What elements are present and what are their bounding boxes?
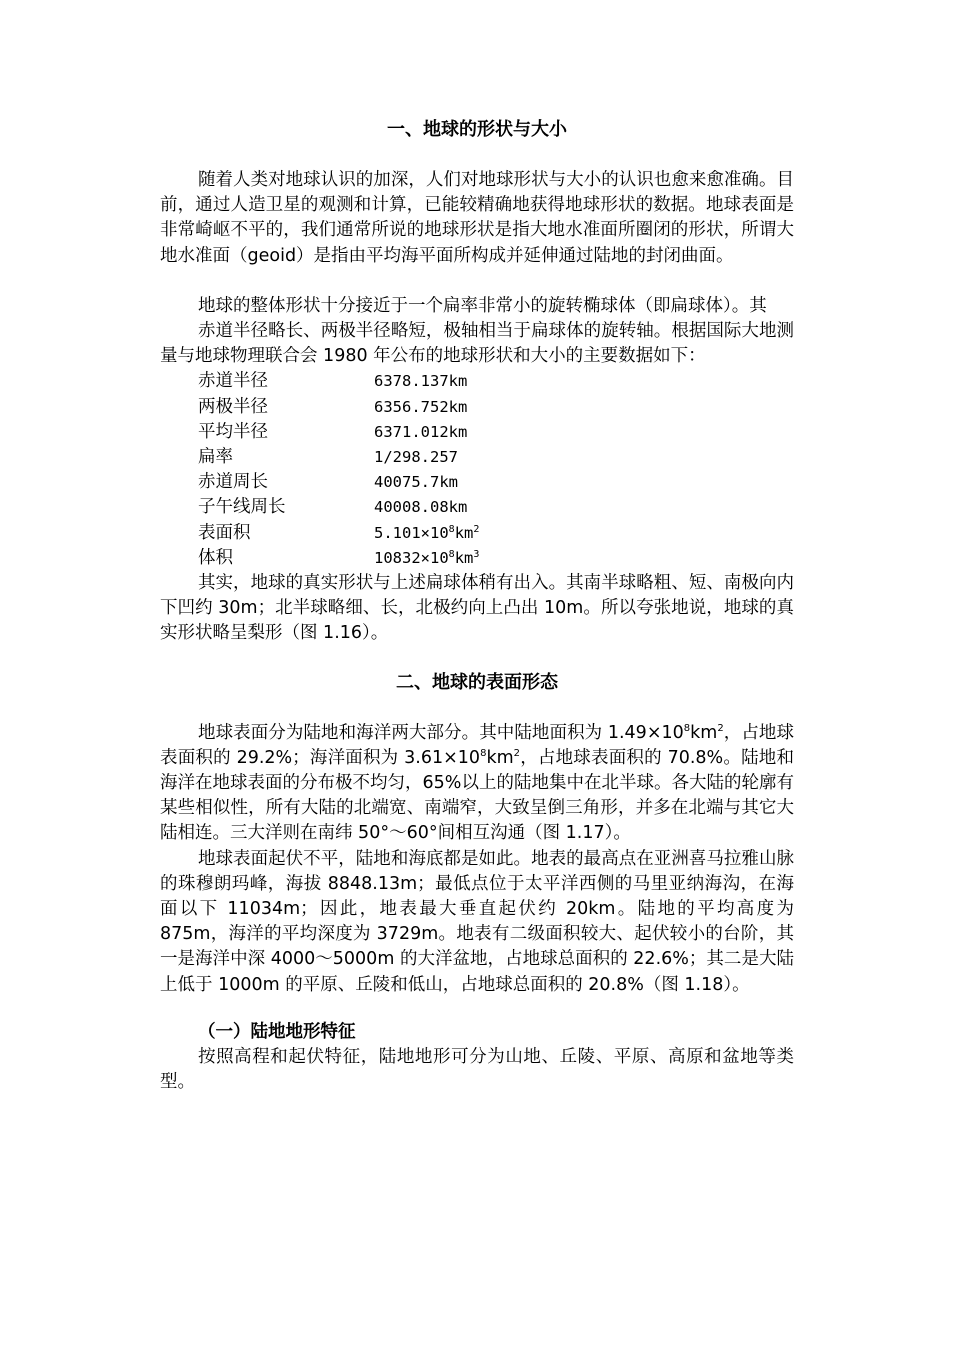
section1-paragraph-2a: 地球的整体形状十分接近于一个扁率非常小的旋转椭球体（即扁球体）。其: [198, 295, 767, 316]
table-row: [198, 369, 794, 394]
table-row-volume: [198, 546, 794, 571]
table-value: 6371.012km: [374, 422, 468, 441]
section1-title: 一、地球的形状与大小: [387, 119, 567, 140]
table-label: 子午线周长: [198, 497, 286, 518]
section1-paragraph-3: 其实，地球的真实形状与上述扁球体稍有出入。其南半球略粗、短、南极向内下凹约 30m；北半球略细、长，北极约向上凸出 10m。所以夸张地说，地球的真实形状略呈梨形（图 1.16）。: [160, 572, 794, 644]
table-row-surface: [198, 521, 794, 546]
table-row: [198, 470, 794, 495]
table-row: [198, 445, 794, 470]
table-value: 6356.752km: [374, 397, 468, 416]
table-label: 扁率: [198, 446, 233, 467]
table-label: 赤道周长: [198, 472, 268, 493]
section2-paragraph-3: 按照高程和起伏特征，陆地地形可分为山地、丘陵、平原、高原和盆地等类型。: [160, 1046, 794, 1093]
table-value: 40075.7km: [374, 473, 458, 492]
table-value: 6378.137km: [374, 372, 468, 391]
subsection-title: （一）陆地地形特征: [198, 1021, 356, 1042]
earth-data-table: [160, 369, 794, 571]
document-page: [160, 0, 794, 1095]
section2-paragraph-2: 地球表面起伏不平，陆地和海底都是如此。地表的最高点在亚洲喜马拉雅山脉的珠穆朗玛峰，海拔 8848.13m；最低点位于太平洋西侧的马里亚纳海沟，在海面以下 11034m；因此，地表最大垂直起伏约 20km。陆地的平均高度为 875m，海洋的平均深度为 3729m。地表有二级面积较大、起伏较小的台阶，其一是海洋中深 4000～5000m 的大洋盆地，占地球总面积的 22.6%；其二是大陆上低于 1000m 的平原、丘陵和低山，占地球总面积的 20.8%（图 1.18）。: [160, 848, 794, 995]
table-row: [198, 420, 794, 445]
table-row: [198, 395, 794, 420]
section1-paragraph-2b: 赤道半径略长、两极半径略短，极轴相当于扁球体的旋转轴。根据国际大地测量与地球物理联合会 1980 年公布的地球形状和大小的主要数据如下：: [160, 321, 794, 367]
table-label: 平均半径: [198, 421, 268, 442]
table-label: 赤道半径: [198, 371, 268, 392]
section2-paragraph-1: 地球表面分为陆地和海洋两大部分。其中陆地面积为 $1.49\times 10^8km^2$，占地球表面积的 29.2%；海洋面积为 $3.61\times 10^8km^2$，占地球表面积的 70.8%。陆地和海洋在地球表面的分布极不均匀，65%以上的陆地集中在北半球。各大陆的轮廓有某些相似性，所有大陆的北端宽、南端窄，大致呈倒三角形，并多在北端与其它大陆相连。三大洋则在南纬 50°～60°间相互沟通（图 1.17）。: [160, 722, 795, 844]
section2-title: 二、地球的表面形态: [396, 671, 558, 693]
table-label: 体积: [198, 547, 233, 568]
table-value: $10832\times 10^8km^3$: [374, 548, 480, 567]
table-value: 40008.08km: [374, 498, 468, 517]
table-row: [198, 495, 794, 520]
table-label: 表面积: [198, 522, 251, 543]
table-value: 1/298.257: [374, 447, 458, 466]
table-value: $5.101\times 10^8km^2$: [374, 523, 480, 542]
section1-paragraph-1: 随着人类对地球认识的加深，人们对地球形状与大小的认识也愈来愈准确。目前，通过人造卫星的观测和计算，已能较精确地获得地球形状的数据。地球表面是非常崎岖不平的，我们通常所说的地球形状是指大地水准面所圈闭的形状，所谓大地水准面（geoid）是指由平均海平面所构成并延伸通过陆地的封闭曲面。: [160, 170, 794, 266]
table-label: 两极半径: [198, 396, 268, 417]
